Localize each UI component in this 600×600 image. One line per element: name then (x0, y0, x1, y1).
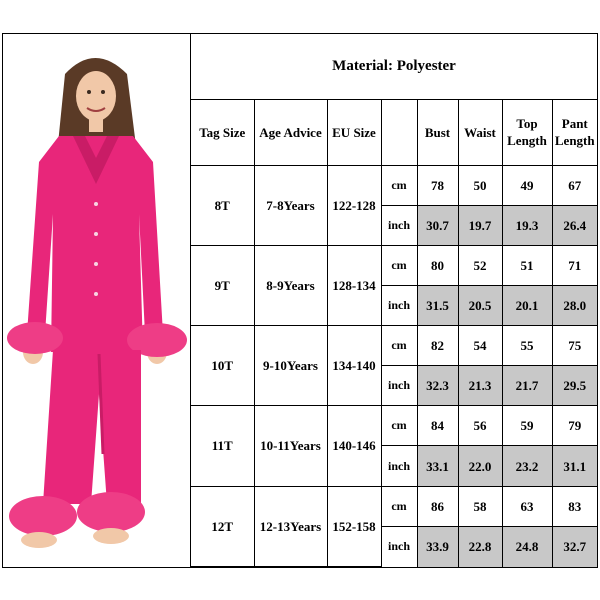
eu-size-cell: 152-158 (327, 486, 381, 566)
bust-cell: 86 (417, 486, 458, 526)
waist-cell: 56 (458, 406, 502, 446)
table-row (191, 245, 597, 285)
tag-size-cell: 9T (191, 245, 254, 325)
unit-cell: cm (381, 406, 417, 446)
top-length-cell: 51 (502, 245, 552, 285)
table-row (191, 406, 597, 446)
header-waist: Waist (458, 100, 502, 165)
bust-cell: 33.9 (417, 526, 458, 566)
bust-cell: 82 (417, 326, 458, 366)
table-row (191, 326, 597, 366)
header-tag-size: Tag Size (191, 100, 254, 165)
pant-length-cell: 31.1 (552, 446, 597, 486)
waist-cell: 19.7 (458, 205, 502, 245)
size-chart-card (2, 33, 598, 568)
waist-cell: 58 (458, 486, 502, 526)
pant-length-cell: 75 (552, 326, 597, 366)
girl-in-pink-pajamas-illustration (3, 34, 191, 567)
top-length-cell: 24.8 (502, 526, 552, 566)
top-length-cell: 63 (502, 486, 552, 526)
pant-length-cell: 67 (552, 165, 597, 205)
tag-size-cell: 8T (191, 165, 254, 245)
header-row (191, 100, 597, 165)
bust-cell: 78 (417, 165, 458, 205)
eu-size-cell: 140-146 (327, 406, 381, 486)
top-length-cell: 19.3 (502, 205, 552, 245)
table-row (191, 486, 597, 526)
pant-length-cell: 32.7 (552, 526, 597, 566)
waist-cell: 50 (458, 165, 502, 205)
waist-cell: 20.5 (458, 285, 502, 325)
waist-cell: 52 (458, 245, 502, 285)
product-photo (3, 34, 191, 567)
table-row (191, 165, 597, 205)
bust-cell: 33.1 (417, 446, 458, 486)
unit-cell: inch (381, 446, 417, 486)
tag-size-cell: 12T (191, 486, 254, 566)
top-length-cell: 55 (502, 326, 552, 366)
unit-cell: cm (381, 165, 417, 205)
age-advice-cell: 10-11Years (254, 406, 327, 486)
bust-cell: 32.3 (417, 366, 458, 406)
bust-cell: 31.5 (417, 285, 458, 325)
bust-cell: 30.7 (417, 205, 458, 245)
header-bust: Bust (417, 100, 458, 165)
pant-length-cell: 28.0 (552, 285, 597, 325)
top-length-cell: 21.7 (502, 366, 552, 406)
top-length-cell: 23.2 (502, 446, 552, 486)
age-advice-cell: 12-13Years (254, 486, 327, 566)
pant-length-cell: 71 (552, 245, 597, 285)
pant-length-cell: 79 (552, 406, 597, 446)
header-pant-length: Pant Length (552, 100, 597, 165)
unit-cell: cm (381, 486, 417, 526)
pant-length-cell: 29.5 (552, 366, 597, 406)
size-chart (191, 34, 597, 567)
header-top-length: Top Length (502, 100, 552, 165)
eu-size-cell: 128-134 (327, 245, 381, 325)
waist-cell: 22.0 (458, 446, 502, 486)
unit-cell: inch (381, 285, 417, 325)
unit-cell: inch (381, 205, 417, 245)
tag-size-cell: 10T (191, 326, 254, 406)
age-advice-cell: 8-9Years (254, 245, 327, 325)
bust-cell: 84 (417, 406, 458, 446)
eu-size-cell: 122-128 (327, 165, 381, 245)
waist-cell: 22.8 (458, 526, 502, 566)
waist-cell: 54 (458, 326, 502, 366)
header-age-advice: Age Advice (254, 100, 327, 165)
tag-size-cell: 11T (191, 406, 254, 486)
pant-length-cell: 26.4 (552, 205, 597, 245)
unit-cell: inch (381, 366, 417, 406)
unit-cell: inch (381, 526, 417, 566)
age-advice-cell: 7-8Years (254, 165, 327, 245)
top-length-cell: 59 (502, 406, 552, 446)
age-advice-cell: 9-10Years (254, 326, 327, 406)
pant-length-cell: 83 (552, 486, 597, 526)
size-table (191, 100, 597, 567)
bust-cell: 80 (417, 245, 458, 285)
header-unit (381, 100, 417, 165)
unit-cell: cm (381, 245, 417, 285)
unit-cell: cm (381, 326, 417, 366)
top-length-cell: 49 (502, 165, 552, 205)
material-title: Material: Polyester (191, 34, 597, 100)
eu-size-cell: 134-140 (327, 326, 381, 406)
top-length-cell: 20.1 (502, 285, 552, 325)
header-eu-size: EU Size (327, 100, 381, 165)
waist-cell: 21.3 (458, 366, 502, 406)
